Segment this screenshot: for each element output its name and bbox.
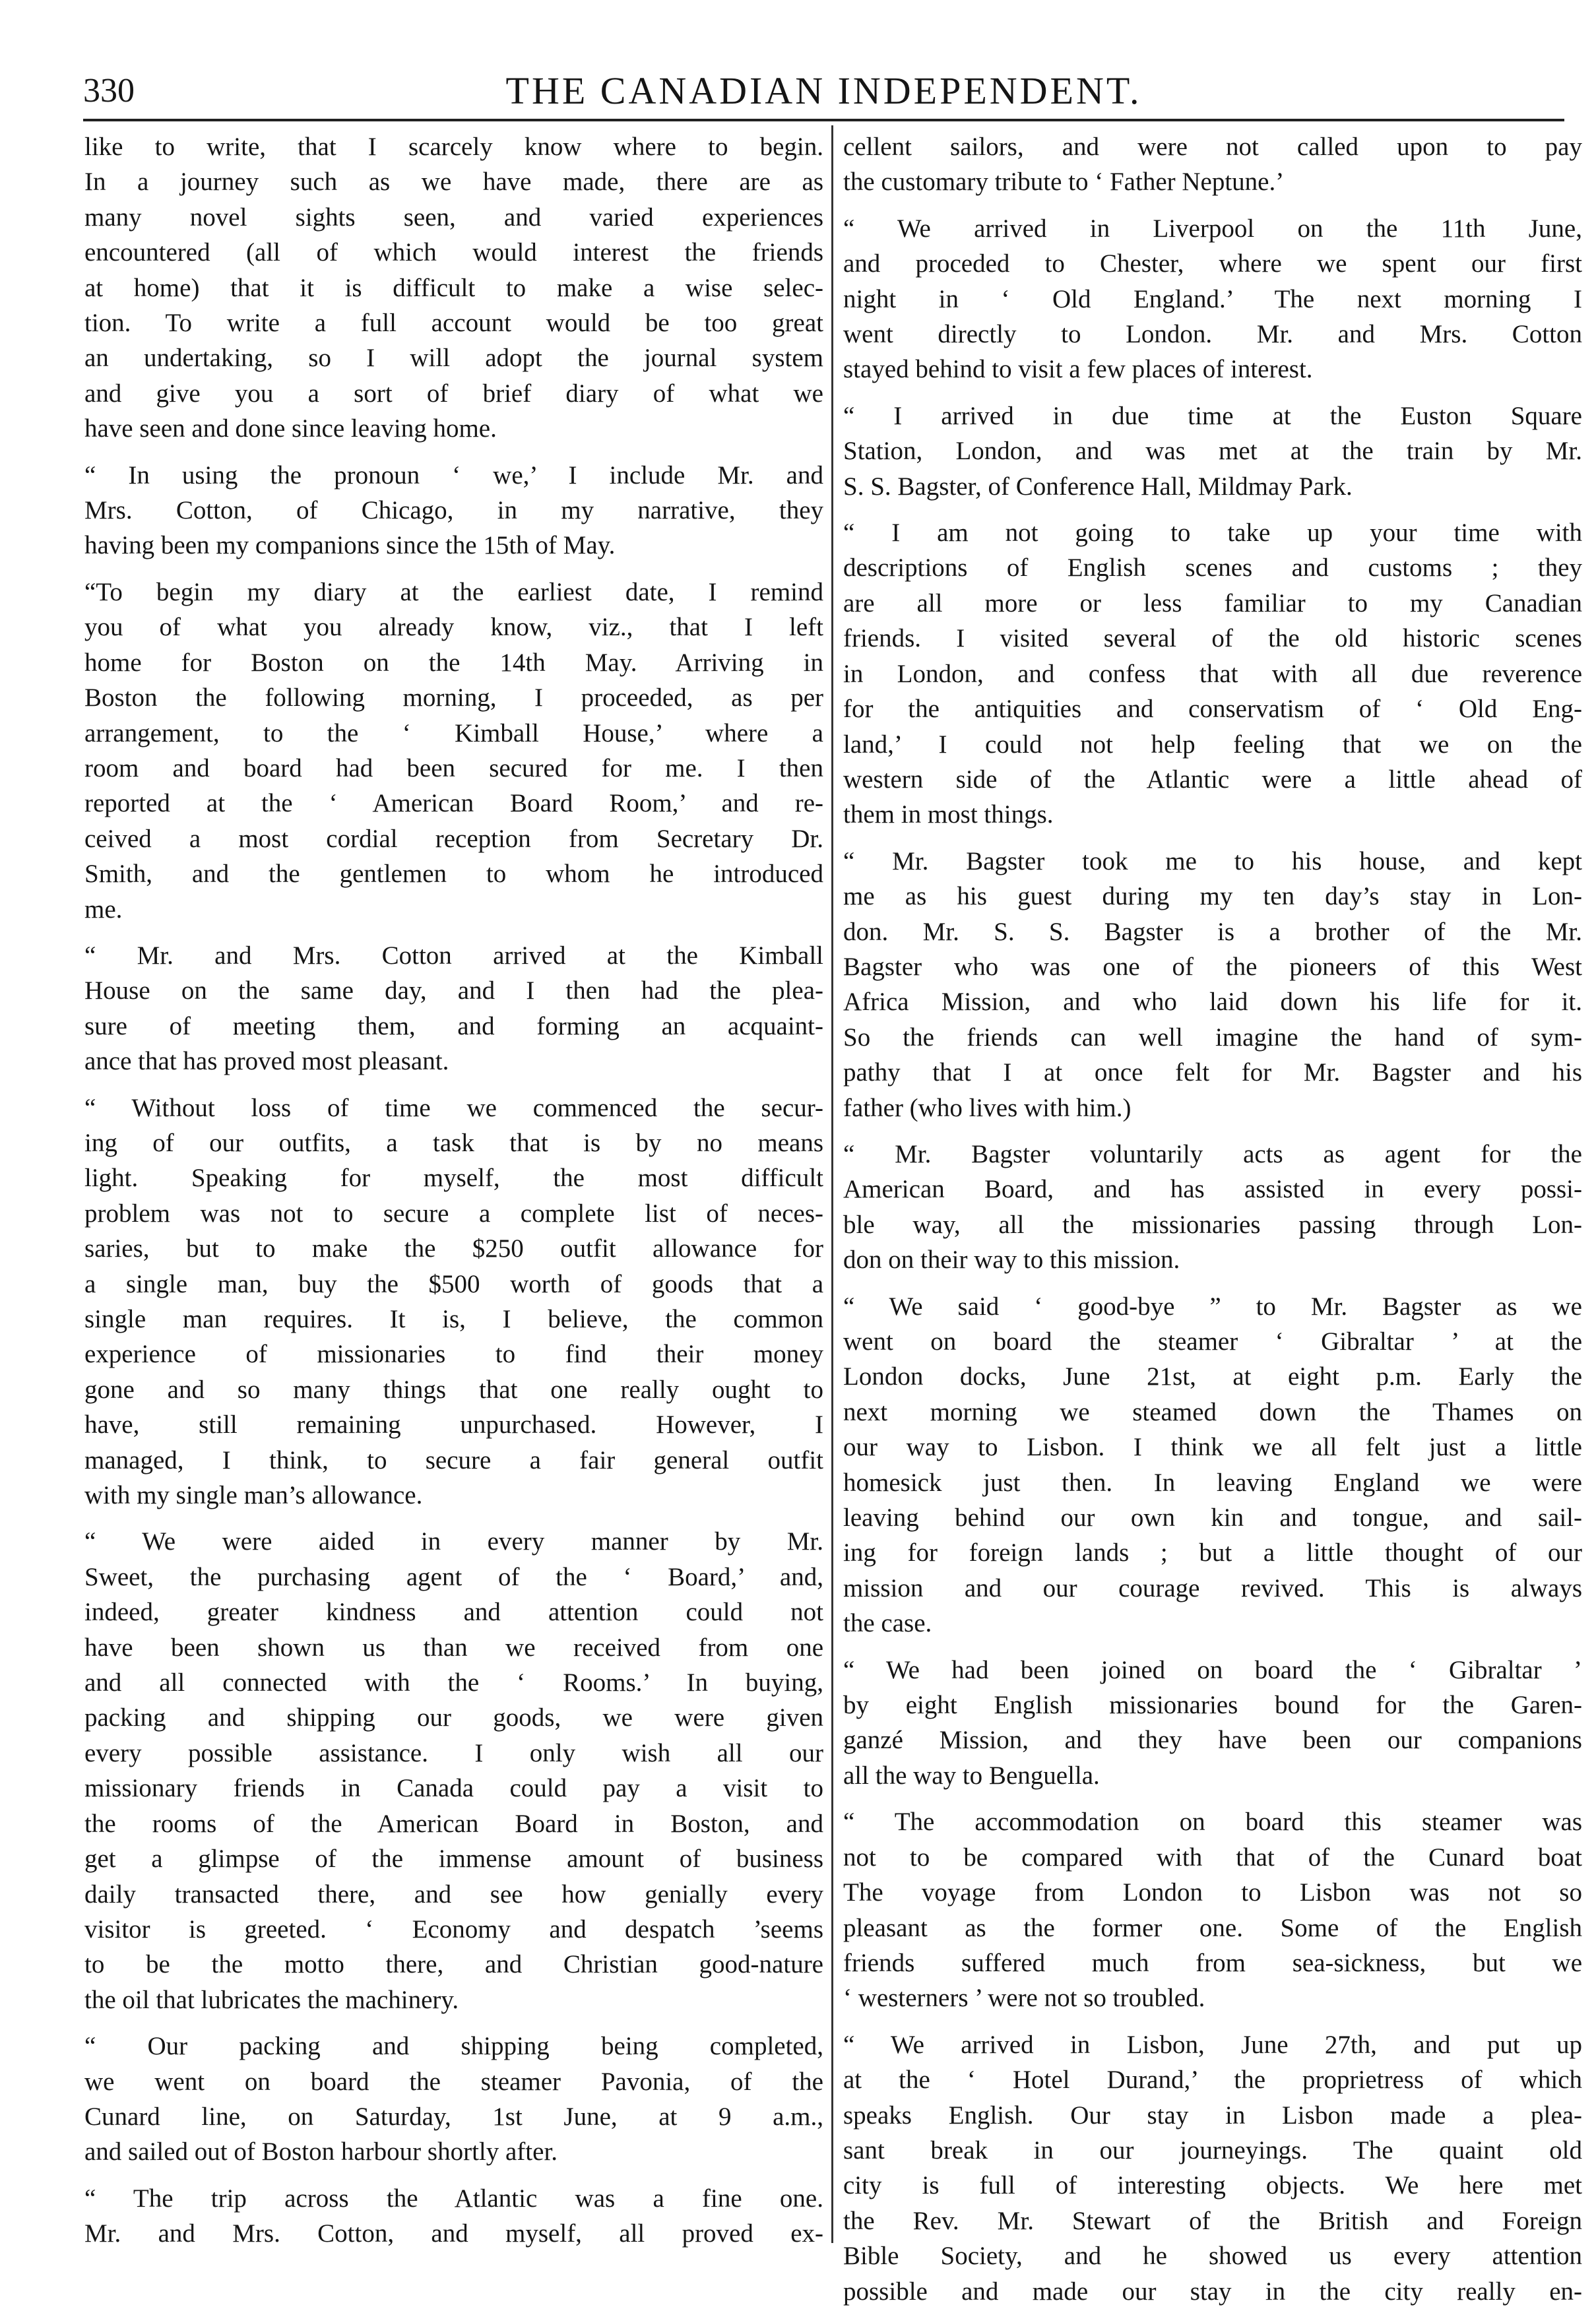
text-line: in London, and confess that with all due reverence [843, 659, 1582, 688]
text-line: visitor is greeted. ‘ Economy and despatch ’seems [84, 1914, 823, 1944]
text-line: Boston the following morning, I proceeded, as per [84, 683, 823, 712]
text-line: the oil that lubricates the machinery. [84, 1985, 459, 2014]
text-line: ing of our outfits, a task that is by no means [84, 1128, 823, 1157]
text-line: not to be compared with that of the Cunard boat [843, 1843, 1582, 1872]
text-line: room and board had been secured for me. I then [84, 753, 823, 782]
text-line: land,’ I could not help feeling that we on the [843, 730, 1582, 759]
text-line: with my single man’s allowance. [84, 1481, 423, 1510]
text-line: London docks, June 21st, at eight p.m. Early the [843, 1362, 1582, 1391]
text-line: descriptions of English scenes and customs ; they [843, 554, 1582, 583]
text-line: our way to Lisbon. I think we all felt just a little [843, 1433, 1582, 1462]
text-line: having been my companions since the 15th of May. [84, 531, 616, 560]
text-line: city is full of interesting objects. We here met [843, 2171, 1582, 2200]
text-line: Mrs. Cotton, of Chicago, in my narrative, they [84, 496, 823, 525]
text-line: S. S. Bagster, of Conference Hall, Mildmay Park. [843, 472, 1353, 501]
text-line: the customary tribute to ‘ Father Neptune.’ [843, 168, 1285, 197]
text-line: “ Mr. and Mrs. Cotton arrived at the Kimball [84, 941, 823, 970]
text-line: “To begin my diary at the earliest date, I remind [84, 577, 823, 606]
text-line: an undertaking, so I will adopt the journal system [84, 344, 823, 373]
text-line: encountered (all of which would interest the friends [84, 238, 823, 267]
text-line: single man requires. It is, I believe, the common [84, 1305, 823, 1333]
text-line: experience of missionaries to find their money [84, 1340, 823, 1369]
text-line: went on board the steamer ‘ Gibraltar ’ at the [843, 1327, 1582, 1356]
text-line: don on their way to this mission. [843, 1246, 1180, 1275]
text-line: In a journey such as we have made, there are as [84, 168, 823, 197]
text-line: “ We had been joined on board the ‘ Gibraltar ’ [843, 1655, 1582, 1684]
text-line: and proceded to Chester, where we spent our first [843, 249, 1582, 278]
column-divider [831, 125, 833, 2243]
text-line: pathy that I at once felt for Mr. Bagster and his [843, 1058, 1582, 1087]
text-line: ceived a most cordial reception from Secretary Dr. [84, 824, 823, 853]
text-line: next morning we steamed down the Thames on [843, 1397, 1582, 1426]
text-line: sant break in our journeyings. The quaint old [843, 2135, 1582, 2165]
text-line: Station, London, and was met at the train by Mr. [843, 437, 1582, 466]
text-line: light. Speaking for myself, the most difficult [84, 1164, 823, 1193]
text-line: Bible Society, and he showed us every attention [843, 2242, 1582, 2271]
text-line: sure of meeting them, and forming an acquaint- [84, 1011, 823, 1040]
text-line: don. Mr. S. S. Bagster is a brother of the Mr. [843, 917, 1582, 946]
text-line: western side of the Atlantic were a little ahead of [843, 765, 1582, 794]
text-line: Mr. and Mrs. Cotton, and myself, all proved ex- [84, 2219, 823, 2248]
text-line: leaving behind our own kin and tongue, and sail- [843, 1503, 1582, 1533]
text-line: are all more or less familiar to my Canadian [843, 588, 1582, 617]
text-line: and give you a sort of brief diary of what we [84, 379, 823, 408]
header-rule [83, 119, 1564, 121]
text-line: packing and shipping our goods, we were given [84, 1703, 823, 1732]
text-line: like to write, that I scarcely know where to begin. [84, 133, 823, 161]
text-line: home for Boston on the 14th May. Arriving in [84, 648, 823, 677]
text-line: at the ‘ Hotel Durand,’ the proprietress of which [843, 2066, 1582, 2095]
text-line: cellent sailors, and were not called upon to pay [843, 133, 1582, 161]
text-line: Bagster who was one of the pioneers of this West [843, 952, 1582, 981]
text-line: possible and made our stay in the city really en- [843, 2277, 1582, 2306]
text-line: them in most things. [843, 800, 1054, 829]
text-line: reported at the ‘ American Board Room,’ and re- [84, 789, 823, 818]
text-line: me. [84, 895, 123, 924]
text-line: ganzé Mission, and they have been our companions [843, 1726, 1582, 1755]
text-line: the Rev. Mr. Stewart of the British and Foreign [843, 2206, 1582, 2235]
text-line: pleasant as the former one. Some of the English [843, 1913, 1582, 1942]
left-column [84, 129, 823, 2252]
text-line: have, still remaining unpurchased. However, I [84, 1410, 823, 1439]
text-line: “ Our packing and shipping being completed, [84, 2032, 823, 2061]
text-line: saries, but to make the $250 outfit allowance for [84, 1234, 823, 1263]
text-line: for the antiquities and conservatism of ‘ Old Eng- [843, 695, 1582, 724]
text-line: “ I am not going to take up your time with [843, 519, 1582, 548]
text-line: managed, I think, to secure a fair general outfit [84, 1445, 823, 1474]
text-line: missionary friends in Canada could pay a visit to [84, 1774, 823, 1803]
text-line: “ We arrived in Lisbon, June 27th, and put up [843, 2030, 1582, 2059]
text-line: a single man, buy the $500 worth of goods that a [84, 1269, 823, 1298]
text-line: father (who lives with him.) [843, 1093, 1132, 1122]
text-line: by eight English missionaries bound for the Garen- [843, 1691, 1582, 1720]
text-line: “ Mr. Bagster voluntarily acts as agent for the [843, 1139, 1582, 1168]
text-line: to be the motto there, and Christian good-nature [84, 1950, 823, 1979]
text-line: ‘ westerners ’ were not so troubled. [843, 1984, 1205, 2013]
text-line: ance that has proved most pleasant. [84, 1047, 449, 1076]
text-line: the case. [843, 1609, 932, 1638]
text-line: “ The trip across the Atlantic was a fine one. [84, 2184, 823, 2213]
text-line: get a glimpse of the immense amount of business [84, 1845, 823, 1874]
text-line: homesick just then. In leaving England we were [843, 1468, 1582, 1497]
text-line: night in ‘ Old England.’ The next morning I [843, 284, 1582, 313]
text-line: “ We said ‘ good-bye ” to Mr. Bagster as we [843, 1292, 1582, 1321]
text-line: and all connected with the ‘ Rooms.’ In buying, [84, 1668, 823, 1697]
text-line: The voyage from London to Lisbon was not so [843, 1878, 1582, 1907]
page-number: 330 [83, 72, 135, 110]
text-line: ble way, all the missionaries passing through Lon- [843, 1210, 1582, 1239]
text-line: Africa Mission, and who laid down his life for it. [843, 988, 1582, 1017]
text-line: “ I arrived in due time at the Euston Square [843, 401, 1582, 430]
text-line: Sweet, the purchasing agent of the ‘ Board,’ and, [84, 1562, 823, 1591]
text-line: speaks English. Our stay in Lisbon made a plea- [843, 2101, 1582, 2130]
text-line: American Board, and has assisted in every possi- [843, 1175, 1582, 1204]
text-line: at home) that it is difficult to make a wise selec- [84, 273, 823, 302]
text-line: “ The accommodation on board this steamer was [843, 1808, 1582, 1837]
text-line: you of what you already know, viz., that I left [84, 613, 823, 642]
text-line: have seen and done since leaving home. [84, 414, 497, 443]
publication-title: THE CANADIAN INDEPENDENT. [505, 69, 1142, 112]
text-line: all the way to Benguella. [843, 1761, 1100, 1790]
text-line: House on the same day, and I then had the plea- [84, 976, 823, 1005]
text-line: ing for foreign lands ; but a little thought of our [843, 1538, 1582, 1567]
text-line: tion. To write a full account would be too great [84, 309, 823, 338]
text-line: Cunard line, on Saturday, 1st June, at 9 a.m., [84, 2102, 823, 2131]
text-line: So the friends can well imagine the hand of sym- [843, 1023, 1582, 1052]
text-line: we went on board the steamer Pavonia, of the [84, 2067, 823, 2096]
text-line: gone and so many things that one really ought to [84, 1375, 823, 1404]
text-line: “ Mr. Bagster took me to his house, and kept [843, 846, 1582, 875]
text-line: “ We arrived in Liverpool on the 11th June, [843, 214, 1582, 243]
text-line: friends suffered much from sea-sickness, but we [843, 1948, 1582, 1977]
text-line: daily transacted there, and see how genially every [84, 1880, 823, 1909]
text-line: have been shown us than we received from one [84, 1633, 823, 1662]
text-line: every possible assistance. I only wish all our [84, 1738, 823, 1767]
text-line: friends. I visited several of the old historic scenes [843, 624, 1582, 653]
text-line: the rooms of the American Board in Boston, and [84, 1809, 823, 1838]
right-column [843, 129, 1582, 2309]
text-line: many novel sights seen, and varied experiences [84, 203, 823, 232]
text-line: indeed, greater kindness and attention could not [84, 1598, 823, 1627]
text-line: stayed behind to visit a few places of interest. [843, 355, 1313, 384]
text-line: went directly to London. Mr. and Mrs. Cotton [843, 320, 1582, 349]
text-line: me as his guest during my ten day’s stay in Lon- [843, 882, 1582, 911]
text-line: “ We were aided in every manner by Mr. [84, 1527, 823, 1556]
text-line: mission and our courage revived. This is always [843, 1573, 1582, 1602]
text-line: “ In using the pronoun ‘ we,’ I include Mr. and [84, 460, 823, 490]
page-header [83, 59, 1564, 120]
text-line: arrangement, to the ‘ Kimball House,’ where a [84, 718, 823, 747]
text-line: problem was not to secure a complete list of neces- [84, 1199, 823, 1228]
text-line: Smith, and the gentlemen to whom he introduced [84, 860, 823, 889]
text-line: and sailed out of Boston harbour shortly after. [84, 2137, 558, 2167]
text-line: “ Without loss of time we commenced the secur- [84, 1093, 823, 1122]
